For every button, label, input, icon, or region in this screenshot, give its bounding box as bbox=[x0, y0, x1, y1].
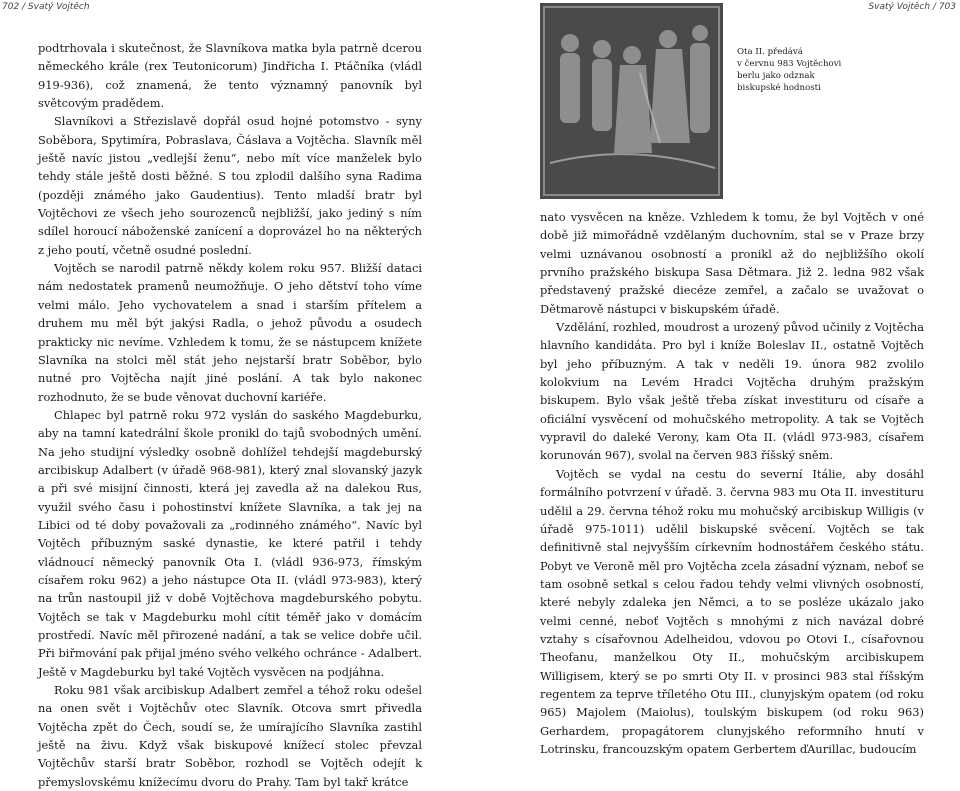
paragraph: Chlapec byl patrně roku 972 vyslán do saského Magdeburku, aby na tamní katedrální škole pronikl do tajů svobodných umění. Na jeho studijní výsledky osobně dohlížel tehdejší magdeburský arcibiskup Adalbert (v úřadě 968-981), který znal slovanský jazyk a při své misijní činnosti, která jej zavedla až na dalekou Rus, využil svého času i pohostinství knížete Slavníka, a tak jej na Libici od té doby považovali za „rodinného známého“. Navíc byl Vojtěch příbuzným saské dynastie, ke které patřil i tehdy vládnoucí německý panovník Ota I. (vládl 936-973, římským císařem roku 962) a jeho nástupce Ota II. (vládl 973-983), který na trůn nastoupil již v době Vojtěchova magdeburského pobytu. Vojtěch se tak v Magdeburku mohl cítit téměř jako v domácím prostředí. Navíc měl přirozené nadání, a tak se velice dobře učil. Při biřmování pak přijal jméno svého velkého ochránce - Adalbert. Ještě v Magdeburku byl také Vojtěch vysvěcen na podjáhna. bbox=[38, 407, 422, 679]
paragraph: Vojtěch se vydal na cestu do severní Itálie, aby dosáhl formálního potvrzení v úřadě. 3. června 983 mu Ota II. investituru udělil a 29. června téhož roku mu mohučský arcibiskup Willigis (v úřadě 975-1011) udělil biskupské svěcení. Vojtěch se tak definitivně stal nejvyšším církevním hodnostářem českého státu. Pobyt ve Veroně měl pro Vojtěcha zcela zásadní význam, neboť se tam osobně setkal s celou řadou tehdy velmi vlivných osobností, které nebyly zdaleka jen Němci, a to se posléze ukázalo jako velmi cenné, neboť Vojtěch s mnohými z nich navázal dobré vztahy s císařovnou Adelheidou, vdovou po Otovi I., císařovnou Theofanu, manželkou Oty II., mohučským arcibiskupem Willigisem, který se po smrti Oty II. v prosinci 983 stal říšským regentem za teprve tříletého Otu III., clunyjským opatem (od roku 965) Majolem (Maiolus), toulským biskupem (od roku 963) Gerhardem, propagátorem clunyjského reformního hnutí v Lotrinsku, francouzským opatem Gerbertem ďAurillac, budoucím bbox=[540, 466, 924, 756]
caption-line: v červnu 983 Vojtěchovi bbox=[737, 59, 842, 69]
relief-figures-icon bbox=[540, 3, 723, 199]
paragraph: Roku 981 však arcibiskup Adalbert zemřel a téhož roku odešel na onen svět i Vojtěchův otec Slavník. Otcova smrt přivedla Vojtěcha zpět do Čech, soudí se, že umírajícího Slavníka zastihl ještě na živu. Když však biskupové knížecí stolec převzal Vojtěchův starší bratr Soběbor, rozhodl se Vojtěch odejít k přemyslovskému knížecímu dvoru do Prahy. Tam byl takř krátce bbox=[38, 683, 422, 789]
caption-line: biskupské hodnosti bbox=[737, 83, 821, 93]
caption-line: berlu jako odznak bbox=[737, 71, 815, 81]
paragraph: podtrhovala i skutečnost, že Slavníkova matka byla patrně dcerou německého krále (rex Teutonicorum) Jindřicha I. Ptáčníka (vládl 919-936), což znamená, že tento významný panovník byl světcovým pradědem. bbox=[38, 41, 422, 111]
paragraph: Vzdělání, rozhled, moudrost a urozený původ učinily z Vojtěcha hlavního kandidáta. Pro byl i kníže Boleslav II., ostatně Vojtěch byl jeho příbuzným. A tak v neděli 19. února 982 zvolilo kolokvium na Levém Hradci Vojtěcha druhým pražským biskupem. Bylo však ještě třeba získat investituru od císaře a oficiální vysvěcení od mohučského metropolity. A tak se Vojtěch vypravil do daleké Verony, kam Ota II. (vládl 973-983, císařem korunován 967), svolal na červen 983 říšský sněm. bbox=[540, 320, 924, 463]
right-page-header: Svatý Vojtěch / 703 bbox=[868, 2, 956, 12]
left-page bbox=[0, 0, 480, 789]
paragraph: Slavníkovi a Střezislavě dopřál osud hojné potomstvo - syny Soběbora, Spytimíra, Pobraslava, Čáslava a Vojtěcha. Slavník měl ještě navíc jistou „vedlejší ženu“, nebo mít více manželek bylo tehdy stále ještě dosti běžné. S tou zplodil dalšího syna Radima (později známého jako Gaudentius). Tento mladší bratr byl Vojtěchovi ze všech jeho sourozenců nejbližší, jako jediný s ním sdílel horoucí náboženské zanícení a doprovázel ho na některých z jeho poutí, včetně osudné poslední. bbox=[38, 114, 422, 257]
image-caption bbox=[737, 46, 937, 94]
caption-line: Ota II. předává bbox=[737, 47, 803, 57]
left-page-body bbox=[38, 39, 422, 791]
paragraph: nato vysvěcen na kněze. Vzhledem k tomu, že byl Vojtěch v oné době již mimořádně vzdělaným duchovním, stal se v Praze brzy velmi uznávanou osobností a pronikl až do nejbližšího okolí prvního pražského biskupa Sasa Dětmara. Již 2. ledna 982 však představený pražské diecéze zemřel, a začalo se uvažovat o Dětmarově nástupci v biskupském úřadě. bbox=[540, 210, 924, 316]
paragraph: Vojtěch se narodil patrně někdy kolem roku 957. Bližší dataci nám nedostatek pramenů neumožňuje. O jeho dětství toho víme velmi málo. Jeho vychovatelem a snad i starším přítelem a druhem mu měl být jakýsi Radla, o jehož původu a osudech prakticky nic nevíme. Vzhledem k tomu, že se nástupcem knížete Slavníka na stolci měl stát jeho nejstarší bratr Soběbor, bylo nutné pro Vojtěcha najít jiné poslání. A tak bylo nakonec rozhodnuto, že se bude věnovat duchovní kariéře. bbox=[38, 261, 422, 404]
left-page-header: 702 / Svatý Vojtěch bbox=[2, 2, 90, 12]
bronze-relief-image bbox=[540, 3, 723, 199]
right-page-body bbox=[540, 208, 924, 758]
